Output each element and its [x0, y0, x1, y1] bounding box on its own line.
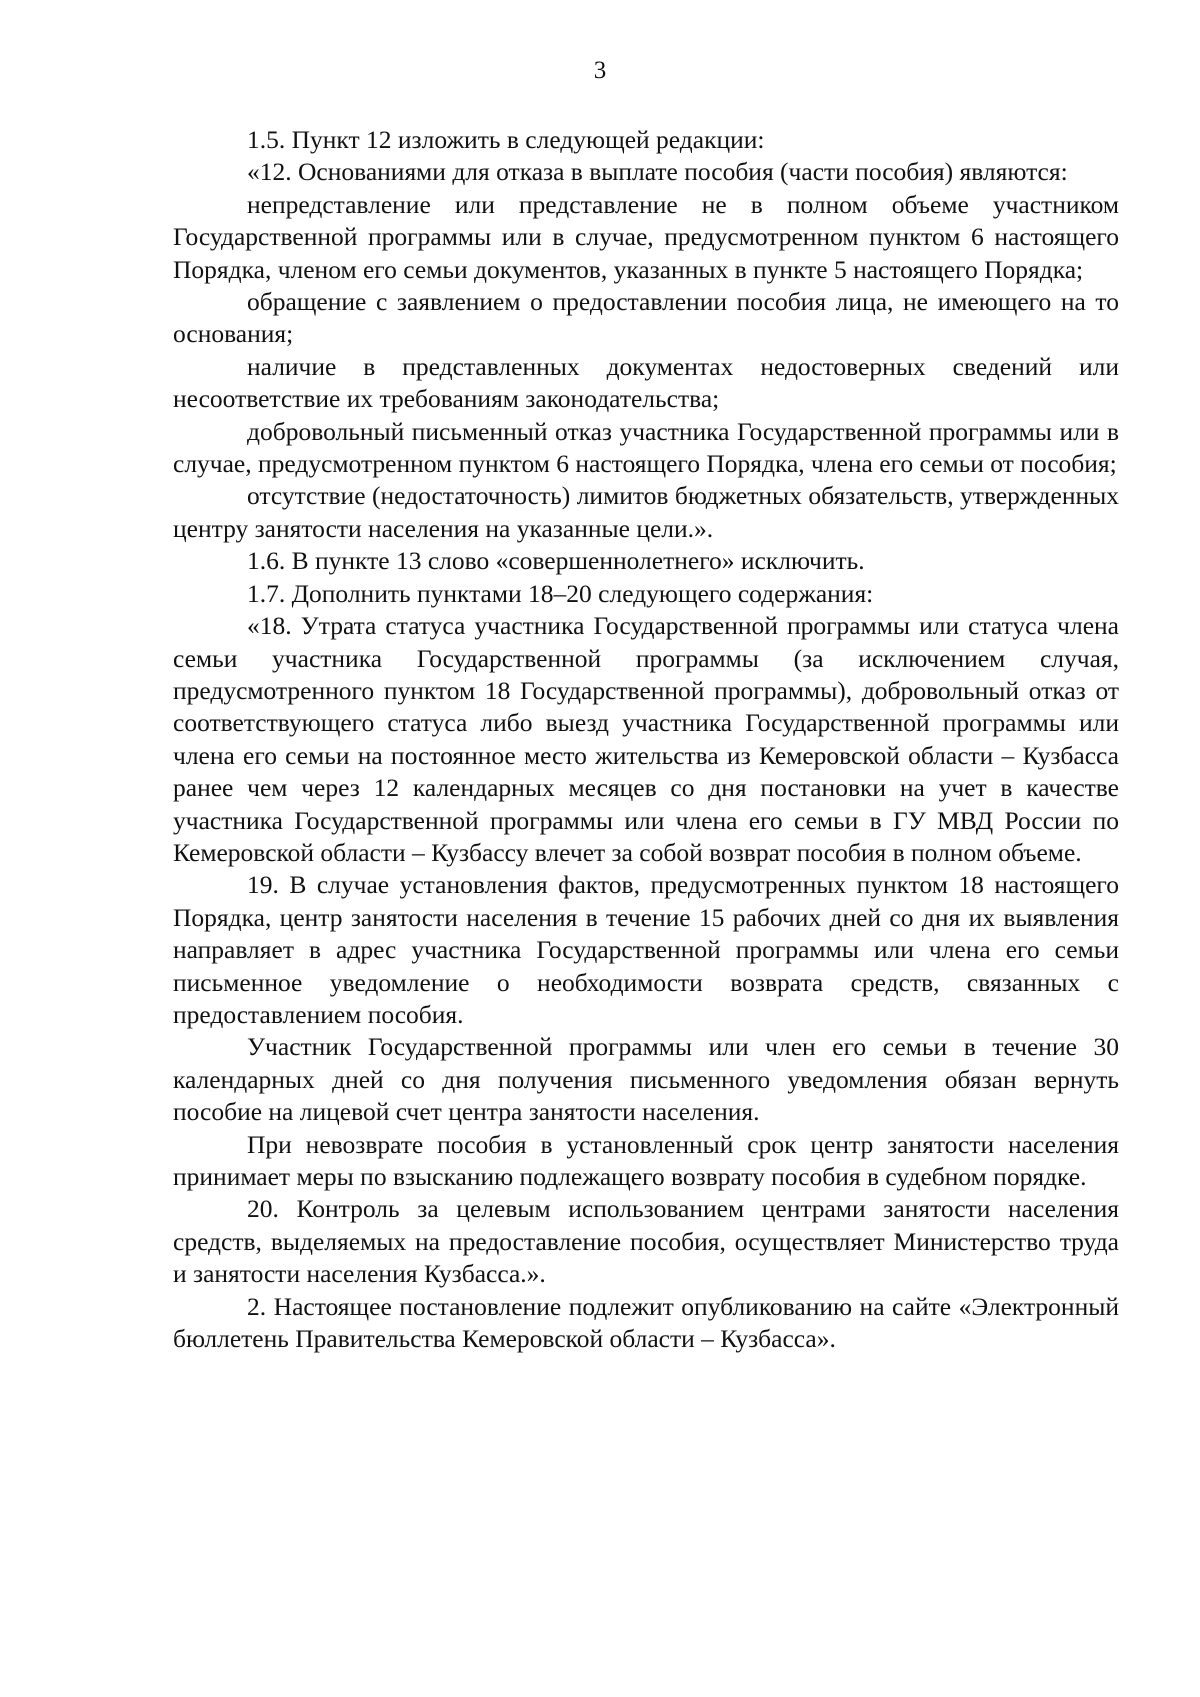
- paragraph-ground-5: отсутствие (недостаточность) лимитов бюджетных обязательств, утвержденных центру занятости населения на указанные цели.».: [173, 481, 1119, 543]
- document-body: [173, 124, 1119, 1355]
- paragraph-ground-3: наличие в представленных документах недостоверных сведений или несоответствие их требованиям законодательства;: [173, 351, 1119, 414]
- paragraph-1-7: 1.7. Дополнить пунктами 18–20 следующего содержания:: [247, 578, 874, 608]
- paragraph-2: 2. Настоящее постановление подлежит опубликованию на сайте «Электронный бюллетень Правительства Кемеровской области – Кузбасса».: [173, 1291, 1119, 1354]
- paragraph-18: «18. Утрата статуса участника Государственной программы или статуса члена семьи участника Государственной программы (за исключением случая, предусмотренного пунктом 18 Государственной программы), добровольный отказ от соответствующего статуса либо выезд участника Государственной программы или члена его семьи на постоянное место жительства из Кемеровской области – Кузбасса ранее чем через 12 календарных месяцев со дня постановки на учет в качестве участника Государственной программы или члена его семьи в ГУ МВД России по Кемеровской области – Кузбассу влечет за собой возврат пособия в полном объеме.: [173, 611, 1119, 867]
- paragraph-ground-4: добровольный письменный отказ участника Государственной программы или в случае, предусмотренном пунктом 6 настоящего Порядка, члена его семьи от пособия;: [173, 416, 1119, 479]
- paragraph-20: 20. Контроль за целевым использованием центрами занятости населения средств, выделяемых на предоставление пособия, осуществляет Министерство труда и занятости населения Кузбасса.».: [173, 1194, 1119, 1289]
- paragraph-19: 19. В случае установления фактов, предусмотренных пунктом 18 настоящего Порядка, центр занятости населения в течение 15 рабочих дней со дня их выявления направляет в адрес участника Государственной программы или члена его семьи письменное уведомление о необходимости возврата средств, связанных с предоставлением пособия.: [173, 870, 1119, 1029]
- paragraph-19-court: При невозврате пособия в установленный срок центр занятости населения принимает меры по взысканию подлежащего возврату пособия в судебном порядке.: [173, 1129, 1119, 1191]
- paragraph-1-6: 1.6. В пункте 13 слово «совершеннолетнего» исключить.: [247, 546, 865, 576]
- paragraph-ground-1: непредставление или представление не в полном объеме участником Государственной программы или в случае, предусмотренном пунктом 6 настоящего Порядка, членом его семьи документов, указанных в пункте 5 настоящего Порядка;: [173, 189, 1119, 284]
- paragraph-12-intro: «12. Основаниями для отказа в выплате пособия (части пособия) являются:: [247, 157, 1068, 187]
- page-number: 3: [593, 57, 607, 84]
- paragraph-19-return: Участник Государственной программы или член его семьи в течение 30 календарных дней со дня получения письменного уведомления обязан вернуть пособие на лицевой счет центра занятости населения.: [173, 1032, 1119, 1127]
- paragraph-ground-2: обращение с заявлением о предоставлении пособия лица, не имеющего на то основания;: [173, 287, 1119, 349]
- paragraph-1-5: 1.5. Пункт 12 изложить в следующей редакции:: [247, 125, 765, 154]
